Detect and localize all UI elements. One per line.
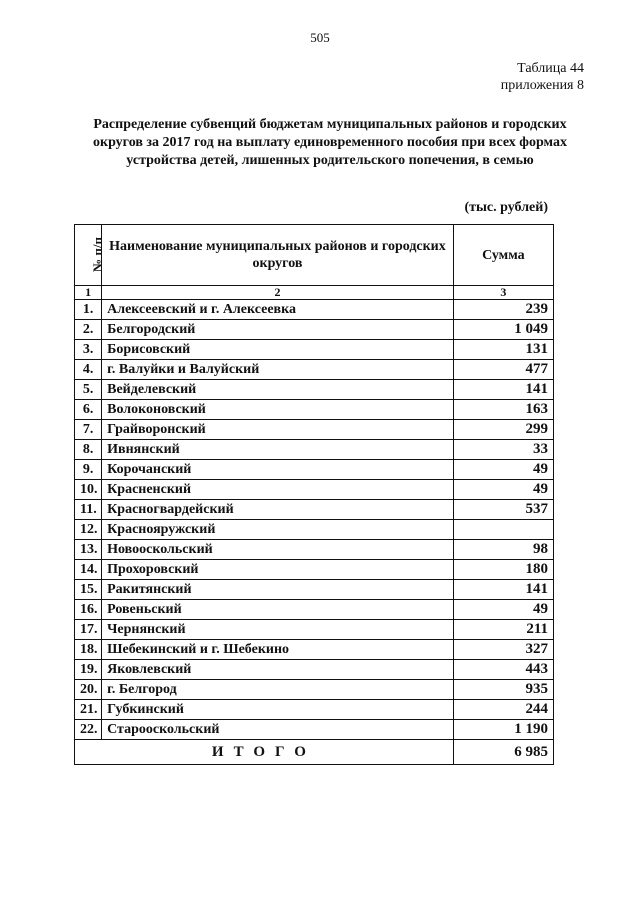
row-sum: 211 (453, 620, 553, 640)
header-name: Наименование муниципальных районов и городских округов (102, 225, 454, 286)
row-number: 3. (75, 340, 102, 360)
table-row (75, 380, 554, 400)
row-sum: 299 (453, 420, 553, 440)
row-number: 5. (75, 380, 102, 400)
row-name: Чернянский (102, 620, 454, 640)
row-name: Волоконовский (102, 400, 454, 420)
table-row (75, 320, 554, 340)
row-sum: 1 049 (453, 320, 553, 340)
table-row (75, 540, 554, 560)
table-reference-line1: Таблица 44 (517, 61, 584, 76)
table-row (75, 620, 554, 640)
row-sum: 443 (453, 660, 553, 680)
header-number: № п/п (75, 225, 102, 286)
column-index-row (75, 286, 554, 300)
row-name: Корочанский (102, 460, 454, 480)
row-number: 1. (75, 300, 102, 320)
row-number: 19. (75, 660, 102, 680)
column-index: 3 (453, 286, 553, 300)
row-sum: 477 (453, 360, 553, 380)
row-name: Старооскольский (102, 720, 454, 740)
row-sum: 131 (453, 340, 553, 360)
units-label: (тыс. рублей) (464, 200, 548, 215)
row-number: 17. (75, 620, 102, 640)
row-sum: 33 (453, 440, 553, 460)
row-name: г. Белгород (102, 680, 454, 700)
table-row (75, 640, 554, 660)
row-name: Ровеньский (102, 600, 454, 620)
row-sum: 180 (453, 560, 553, 580)
row-sum (453, 520, 553, 540)
distribution-table (74, 224, 554, 765)
row-name: Прохоровский (102, 560, 454, 580)
row-sum: 163 (453, 400, 553, 420)
row-sum: 935 (453, 680, 553, 700)
row-number: 9. (75, 460, 102, 480)
row-name: Яковлевский (102, 660, 454, 680)
row-number: 22. (75, 720, 102, 740)
row-name: Новооскольский (102, 540, 454, 560)
row-name: Ивнянский (102, 440, 454, 460)
row-name: Белгородский (102, 320, 454, 340)
row-sum: 49 (453, 600, 553, 620)
row-number: 8. (75, 440, 102, 460)
table-row (75, 660, 554, 680)
row-number: 2. (75, 320, 102, 340)
row-name: Вейделевский (102, 380, 454, 400)
table-row (75, 340, 554, 360)
table-row (75, 500, 554, 520)
table-reference (501, 60, 584, 94)
row-number: 7. (75, 420, 102, 440)
row-sum: 141 (453, 580, 553, 600)
row-sum: 239 (453, 300, 553, 320)
row-name: Красногвардейский (102, 500, 454, 520)
row-name: Шебекинский и г. Шебекино (102, 640, 454, 660)
document-title: Распределение субвенций бюджетам муниципальных районов и городских округов за 2017 год на выплату единовременного пособия при всех формах устройства детей, лишенных родительского попечения, в семью (93, 117, 567, 168)
table-row (75, 580, 554, 600)
row-sum: 537 (453, 500, 553, 520)
row-sum: 244 (453, 700, 553, 720)
table-row (75, 460, 554, 480)
table-body (75, 300, 554, 740)
table-reference-line2: приложения 8 (500, 78, 584, 93)
row-number: 20. (75, 680, 102, 700)
row-name: Красненский (102, 480, 454, 500)
row-number: 18. (75, 640, 102, 660)
row-number: 13. (75, 540, 102, 560)
row-sum: 327 (453, 640, 553, 660)
table-row (75, 400, 554, 420)
total-label: ИТОГО (75, 740, 454, 765)
row-name: Ракитянский (102, 580, 454, 600)
row-number: 6. (75, 400, 102, 420)
table-row (75, 300, 554, 320)
row-sum: 49 (453, 460, 553, 480)
row-number: 21. (75, 700, 102, 720)
column-index: 1 (75, 286, 102, 300)
table-row (75, 520, 554, 540)
row-name: Краснояружский (102, 520, 454, 540)
row-number: 11. (75, 500, 102, 520)
row-number: 14. (75, 560, 102, 580)
row-sum: 49 (453, 480, 553, 500)
table-header-row (75, 225, 554, 286)
table-row (75, 360, 554, 380)
column-index: 2 (102, 286, 454, 300)
row-name: Грайворонский (102, 420, 454, 440)
table-row (75, 600, 554, 620)
table-row (75, 700, 554, 720)
page-number: 505 (310, 30, 330, 45)
table-row (75, 420, 554, 440)
row-name: Алексеевский и г. Алексеевка (102, 300, 454, 320)
row-name: Борисовский (102, 340, 454, 360)
total-sum: 6 985 (453, 740, 553, 765)
row-number: 10. (75, 480, 102, 500)
header-sum: Сумма (453, 225, 553, 286)
row-name: г. Валуйки и Валуйский (102, 360, 454, 380)
table-row (75, 440, 554, 460)
row-sum: 98 (453, 540, 553, 560)
table-row (75, 680, 554, 700)
row-name: Губкинский (102, 700, 454, 720)
row-number: 16. (75, 600, 102, 620)
table-row (75, 480, 554, 500)
row-number: 12. (75, 520, 102, 540)
row-sum: 141 (453, 380, 553, 400)
table-row (75, 720, 554, 740)
row-number: 4. (75, 360, 102, 380)
row-sum: 1 190 (453, 720, 553, 740)
row-number: 15. (75, 580, 102, 600)
table-row (75, 560, 554, 580)
total-row (75, 740, 554, 765)
